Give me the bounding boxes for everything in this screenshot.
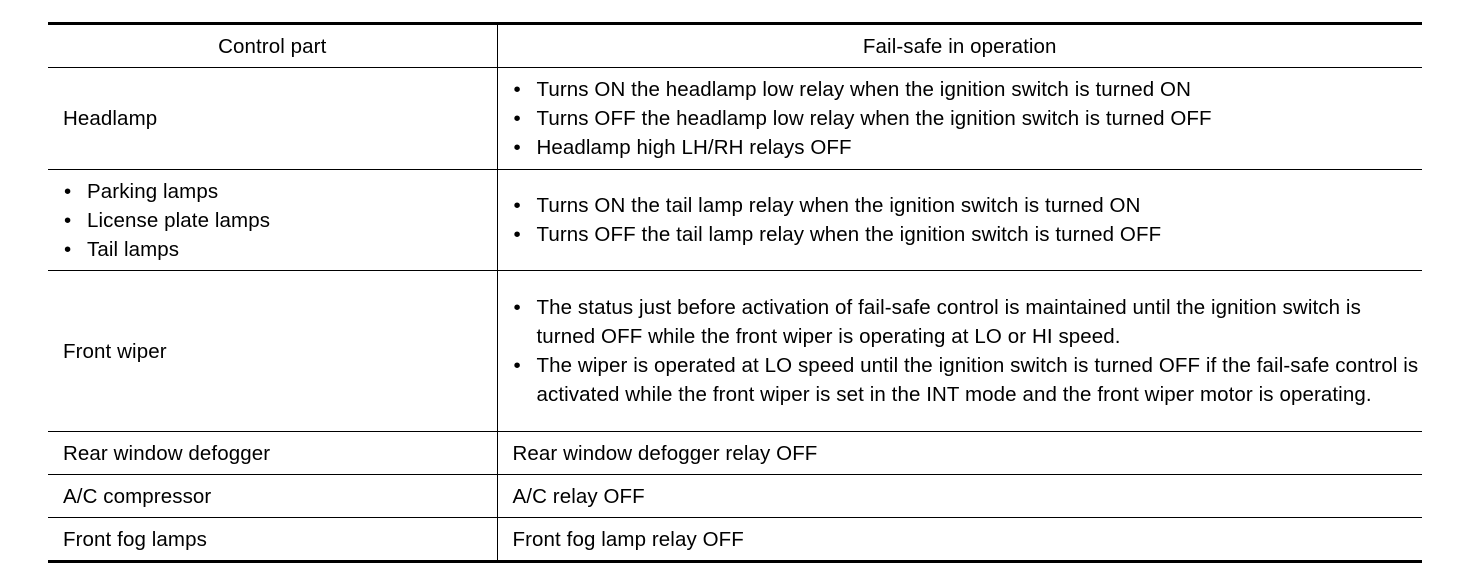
- fail-safe-cell: Front fog lamp relay OFF: [497, 518, 1422, 562]
- fail-safe-cell: [497, 68, 1422, 170]
- operation-list: [513, 293, 1423, 409]
- operation-list: [513, 191, 1423, 249]
- table-row-lamps: [48, 170, 1422, 271]
- control-part-item: • License plate lamps: [63, 206, 497, 235]
- operation-item: • Turns ON the headlamp low relay when the ignition switch is turned ON: [513, 75, 1423, 104]
- table-row-front-fog-lamps: [48, 518, 1422, 562]
- control-part-cell: Front wiper: [48, 271, 497, 432]
- table-row-headlamp: [48, 68, 1422, 170]
- operation-item: • Turns OFF the tail lamp relay when the ignition switch is turned OFF: [513, 220, 1423, 249]
- control-part-item: • Tail lamps: [63, 235, 497, 264]
- control-part-cell: Front fog lamps: [48, 518, 497, 562]
- operation-list: [513, 75, 1423, 162]
- operation-item: • Turns OFF the headlamp low relay when the ignition switch is turned OFF: [513, 104, 1423, 133]
- fail-safe-table: [48, 22, 1422, 563]
- operation-item: • Turns ON the tail lamp relay when the ignition switch is turned ON: [513, 191, 1423, 220]
- control-part-item: • Parking lamps: [63, 177, 497, 206]
- operation-item: • The wiper is operated at LO speed until the ignition switch is turned OFF if the fail-safe control is activated while the front wiper is set in the INT mode and the front wiper motor is operating.: [513, 351, 1423, 409]
- table-row-rear-defogger: [48, 432, 1422, 475]
- fail-safe-cell: Rear window defogger relay OFF: [497, 432, 1422, 475]
- table-row-ac-compressor: [48, 475, 1422, 518]
- fail-safe-cell: [497, 170, 1422, 271]
- table-row-front-wiper: [48, 271, 1422, 432]
- fail-safe-cell: [497, 271, 1422, 432]
- table-body: [48, 68, 1422, 562]
- header-row: [48, 24, 1422, 68]
- control-part-cell: A/C compressor: [48, 475, 497, 518]
- table-header: [48, 24, 1422, 68]
- header-control-part: Control part: [48, 24, 497, 68]
- operation-item: • Headlamp high LH/RH relays OFF: [513, 133, 1423, 162]
- control-part-cell: Rear window defogger: [48, 432, 497, 475]
- control-part-cell: [48, 170, 497, 271]
- header-fail-safe: Fail-safe in operation: [497, 24, 1422, 68]
- fail-safe-cell: A/C relay OFF: [497, 475, 1422, 518]
- operation-item: • The status just before activation of fail-safe control is maintained until the ignition switch is turned OFF while the front wiper is operating at LO or HI speed.: [513, 293, 1423, 351]
- control-part-list: [63, 177, 497, 264]
- control-part-cell: Headlamp: [48, 68, 497, 170]
